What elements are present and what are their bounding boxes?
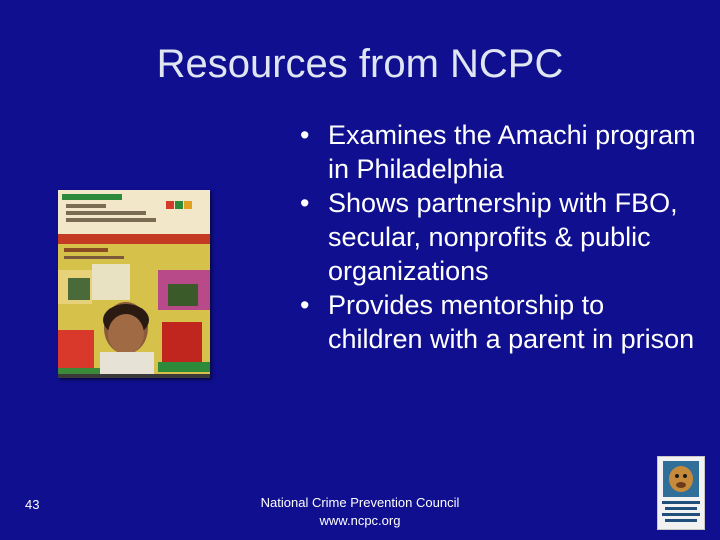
bullet-item xyxy=(300,288,700,356)
page-number: 43 xyxy=(25,497,40,512)
book-cover-image xyxy=(58,190,210,378)
footer xyxy=(220,494,500,530)
bullet-dot: • xyxy=(300,120,310,150)
book-color-blocks xyxy=(166,196,196,204)
bullet-text: Shows partnership with FBO, secular, nonprofits & public organizations xyxy=(328,188,678,286)
footer-organization: National Crime Prevention Council xyxy=(260,495,460,510)
ncpc-logo xyxy=(657,456,705,530)
slide-title: Resources from NCPC xyxy=(156,42,564,86)
bullet-dot: • xyxy=(300,290,310,320)
footer-url: www.ncpc.org xyxy=(319,513,401,528)
bullet-dot: • xyxy=(300,188,310,218)
bullet-text: Provides mentorship to children with a parent in prison xyxy=(328,290,695,354)
book-header-stripe xyxy=(62,194,122,200)
book-cover-art-graphic xyxy=(58,234,210,378)
bullet-text: Examines the Amachi program in Philadelphia xyxy=(328,120,696,184)
mcgruff-dog-icon xyxy=(658,457,704,529)
book-title-lines xyxy=(66,204,166,234)
bullet-item xyxy=(300,186,700,288)
bullet-list xyxy=(300,118,700,356)
book-cover-art xyxy=(58,234,210,378)
bullet-item xyxy=(300,118,700,186)
